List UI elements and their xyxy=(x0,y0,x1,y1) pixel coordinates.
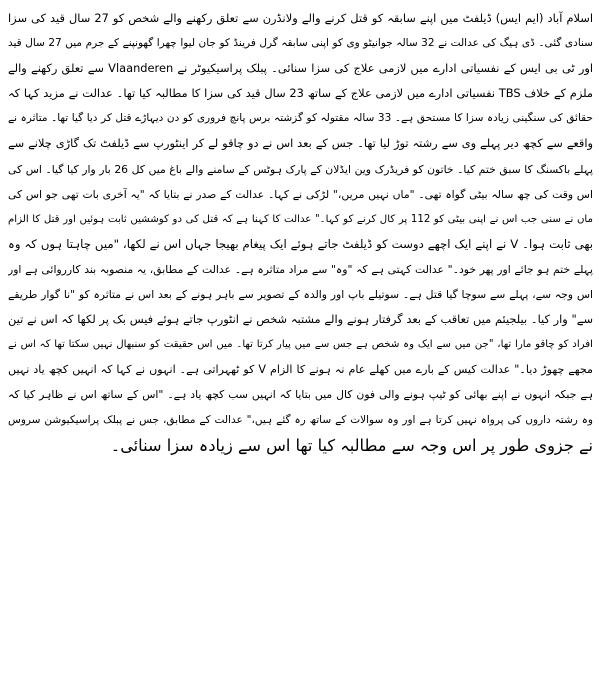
article-line: ماں نے سنی جب اس نے اپنی بیٹی کو 112 پر کال کرنے کو کہا۔" عدالت کا کہنا ہے کہ قتل کی دو کوششیں ثابت ہوئیں اور قتل کا الزام xyxy=(8,213,593,225)
article-line: اس وقت کی چھ سالہ بیٹی گواہ تھی۔ "ماں نہیں مریں،" لڑکی نے کہا۔ عدالت کے صدر نے بتایا کہ "یہ آخری بات تھی جو اس کی xyxy=(8,187,593,201)
news-article-body xyxy=(8,6,593,458)
article-line: پہلے باکسنگ کا سبق ختم کیا۔ خاتون کو فریڈرک وین ایڈلان کے پارک ہوٹس کے سامنے والے باغ میں کل 26 بار وار کیا گیا۔ اس کی xyxy=(8,162,593,176)
article-line: اس وجہ سے، پہلے سے سوچا گیا قتل ہے۔ سوتیلے باپ اور والدہ کے تصویر سے باہر ہونے کے بعد اس نے متاثرہ کو "نا گوار طریقے xyxy=(8,288,593,302)
article-line: سے" وار کیا۔ بیلجیئم میں تعاقب کے بعد گرفتار ہونے والے مشتبہ شخص نے انٹورپ جاتے ہوئے فیس بک پر لکھا کہ اس نے تین xyxy=(8,312,593,327)
article-line: سنادی گئی۔ ڈی ہیگ کی عدالت نے 32 سالہ جوانیٹو وی کو اپنی سابقہ گرل فرینڈ کو جان لیوا چھرا گھونپنے کے جرم میں 27 سال قید xyxy=(8,37,593,50)
article-line: حقائق کی سنگینی زیادہ سزا کا مستحق ہے۔ 33 سالہ مقتولہ کو گزشتہ برس پانچ فروری کو دن دیہاڑے قتل کر دیا گیا تھا۔ متاثرہ نے xyxy=(8,112,593,125)
article-line: اور ٹی بی ایس کے نفسیاتی ادارے میں لازمی علاج کی سزا سنائی۔ پبلک پراسیکیوٹر نے Vlaanderen سے تعلق رکھنے والے xyxy=(8,61,593,76)
article-line: واقعے سے کچھ دیر پہلے وی سے رشتہ توڑ لیا تھا۔ جس کے بعد اس نے دو چاقو لے کر اینٹورپ سے ڈیلفٹ تک گاڑی چلانے سے xyxy=(8,136,593,151)
article-line: وہ رشتہ داروں کی پرواہ نہیں کرتا ہے اور وہ سوالات کے ساتھ رہ گئے ہیں،" عدالت کے مطابق، جس نے پبلک پراسیکیوشن سروس xyxy=(8,413,593,426)
article-line: بھی ثابت ہوا۔ V نے اپنے ایک اچھے دوست کو ڈیلفٹ جاتے ہوئے ایک پیغام بھیجا جہاں اس نے لکھا، "میں چاہتا ہوں کہ وہ xyxy=(8,236,593,251)
article-line: اسلام آباد (ایم ایس) ڈیلفٹ میں اپنے سابقہ کو قتل کرنے والے ولانڈرن سے تعلق رکھنے والے شخص کو 27 سال قید کی سزا xyxy=(8,11,593,25)
article-line: افراد کو چاقو مارا تھا، "جن میں سے ایک وہ شخص ہے جس سے میں پیار کرتا تھا۔ میں اس حقیقت کو سنبھال نہیں سکتا تھا کہ اس نے xyxy=(8,339,593,351)
article-line: ملزم کے خلاف TBS نفسیاتی ادارے میں لازمی علاج کے ساتھ 23 سال قید کی سزا کا مطالبہ کیا تھا۔ عدالت نے مزید کہا کہ xyxy=(8,86,593,101)
article-line: مجھے چھوڑ دیا۔" عدالت کیس کے بارے میں کھلے عام نہ ہونے کا الزام V کو ٹھہراتی ہے۔ انہوں نے کہا کہ انہیں کچھ یاد نہیں xyxy=(8,363,593,377)
article-line-last: نے جزوی طور پر اس وجہ سے مطالبہ کیا تھا اس سے زیادہ سزا سنائی۔ xyxy=(110,435,593,455)
article-line: پہلے ختم ہو جائے اور پھر خود۔" عدالت کہتی ہے کہ "وہ" سے مراد متاثرہ ہے۔ عدالت کے مطابق، یہ منصوبہ بند کارروائی ہے اور xyxy=(8,262,593,276)
article-line: ہے جبکہ انہوں نے اپنے بھائی کو ٹیپ ہونے والی فون کال میں بتایا کہ انہیں سب کچھ یاد ہے۔ "اس کے ساتھ اس نے ظاہر کیا کہ xyxy=(8,388,593,402)
